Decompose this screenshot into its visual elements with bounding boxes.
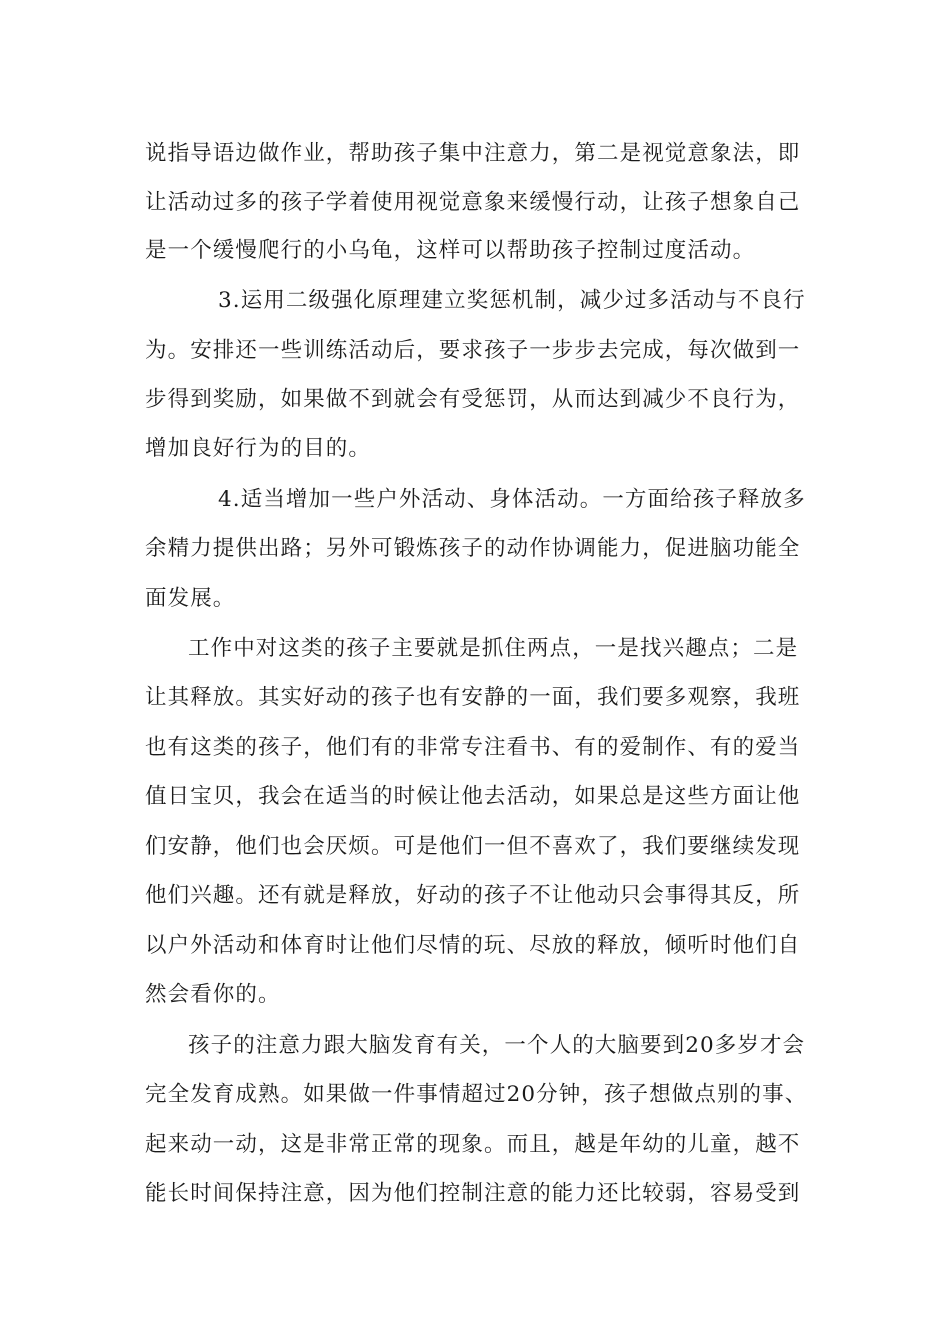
text-line: 也有这类的孩子，他们有的非常专注看书、有的爱制作、有的爱当 [145,735,801,760]
text-line: 值日宝贝，我会在适当的时候让他去活动，如果总是这些方面让他 [145,784,801,809]
text-line: 起来动一动，这是非常正常的现象。而且，越是年幼的儿童，越不 [145,1132,801,1157]
text-line: 工作中对这类的孩子主要就是抓住两点，一是找兴趣点；二是 [188,636,799,661]
text-line: 面发展。 [145,586,236,611]
text-line: 余精力提供出路；另外可锻炼孩子的动作协调能力，促进脑功能全 [145,536,801,561]
text-line: 他们兴趣。还有就是释放，好动的孩子不让他动只会事得其反，所 [145,883,801,908]
text-line: 是一个缓慢爬行的小乌龟，这样可以帮助孩子控制过度活动。 [145,238,756,263]
text-line: 让活动过多的孩子学着使用视觉意象来缓慢行动，让孩子想象自己 [145,190,801,215]
text-line: 能长时间保持注意，因为他们控制注意的能力还比较弱，容易受到 [145,1181,801,1206]
text-line: 步得到奖励，如果做不到就会有受惩罚，从而达到减少不良行为， [145,387,801,412]
text-line: 增加良好行为的目的。 [145,436,372,461]
text-line: 们安静，他们也会厌烦。可是他们一但不喜欢了，我们要继续发现 [145,834,801,859]
text-line: 为。安排还一些训练活动后，要求孩子一步步去完成，每次做到一 [145,338,801,363]
text-line: 然会看你的。 [145,982,281,1007]
text-line: 3.运用二级强化原理建立奖惩机制，减少过多活动与不良行 [218,288,806,313]
text-line: 让其释放。其实好动的孩子也有安静的一面，我们要多观察，我班 [145,685,801,710]
text-line: 4.适当增加一些户外活动、身体活动。一方面给孩子释放多 [218,487,806,512]
text-line: 以户外活动和体育时让他们尽情的玩、尽放的释放，倾听时他们自 [145,933,801,958]
text-line: 说指导语边做作业，帮助孩子集中注意力，第二是视觉意象法，即 [145,141,801,166]
text-line: 孩子的注意力跟大脑发育有关，一个人的大脑要到20多岁才会 [188,1033,806,1058]
text-line: 完全发育成熟。如果做一件事情超过20分钟，孩子想做点别的事、 [145,1082,808,1107]
